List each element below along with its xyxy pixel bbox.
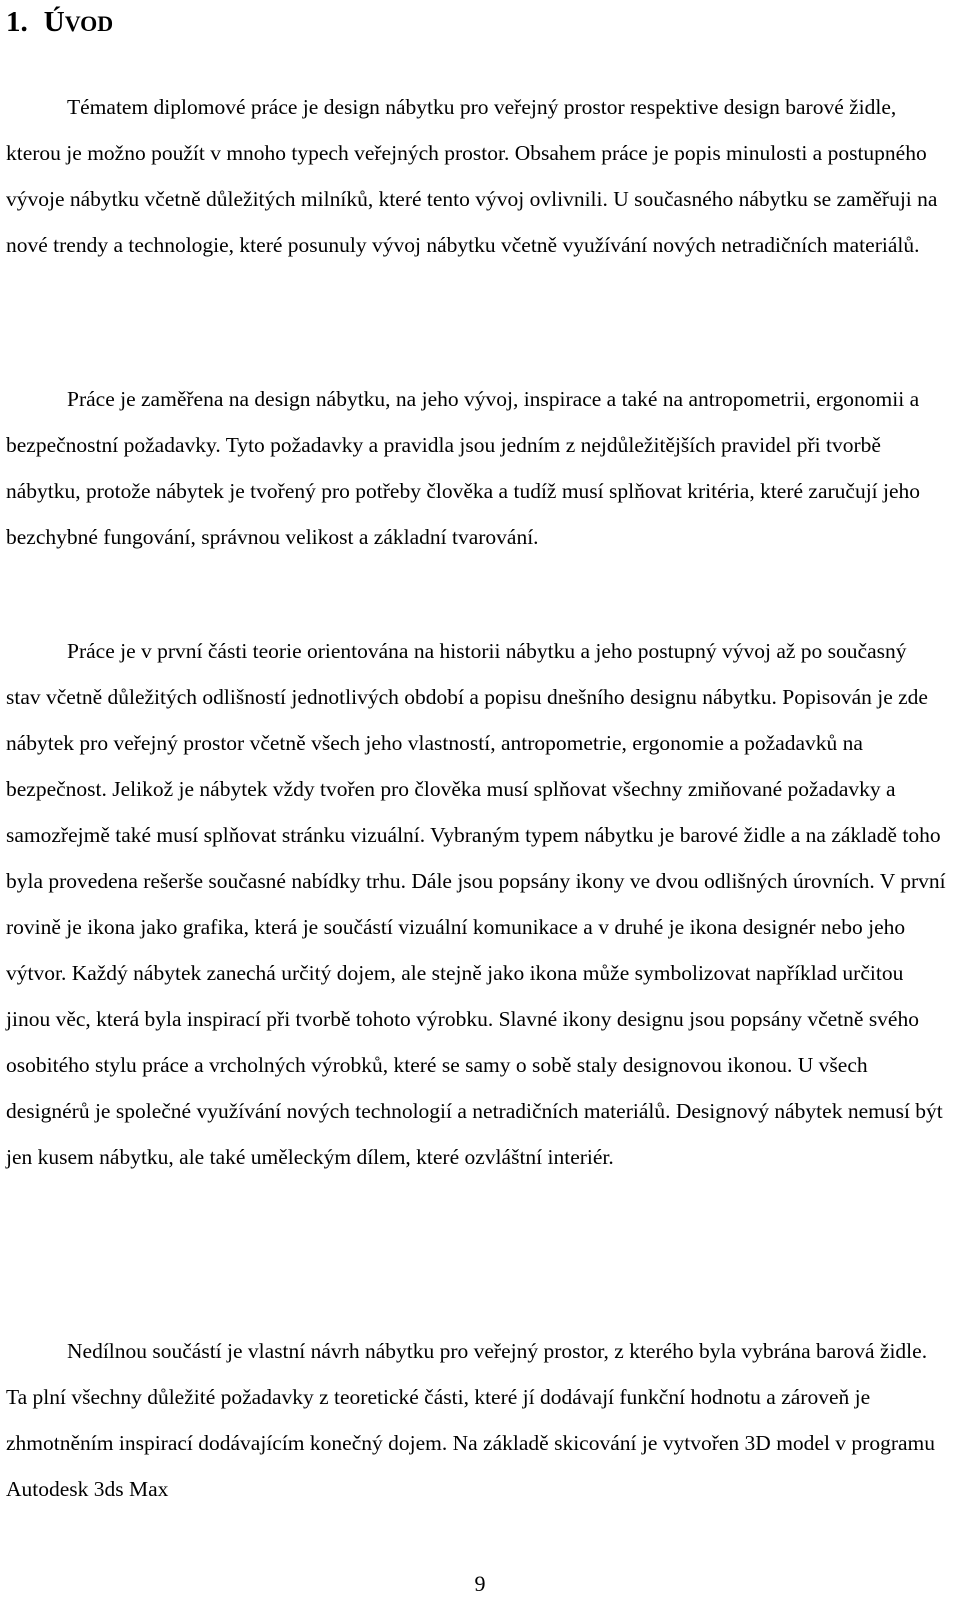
paragraph-text: Tématem diplomové práce je design nábytku pro veřejný prostor respektive design barové židle, kterou je možno použít v mnoho typech veřejných prostor. Obsahem práce je popis minulosti a postupného vývoje nábytku včetně důležitých milníků, které tento vývoj ovlivnili. U současného nábytku se zaměřuji na nové trendy a technologie, které posunuly vývoj nábytku včetně využívání nových netradičních materiálů. xyxy=(6,95,938,257)
chapter-title-rest: VOD xyxy=(64,11,114,36)
paragraph-1 xyxy=(6,84,946,268)
chapter-number: 1. xyxy=(6,6,28,38)
paragraph-text: Nedílnou součástí je vlastní návrh nábytku pro veřejný prostor, z kterého byla vybrána barová židle. Ta plní všechny důležité požadavky z teoretické části, které jí dodávají funkční hodnotu a zároveň je zhmotněním inspirací dodávajícím konečný dojem. Na základě skicování je vytvořen 3D model v programu Autodesk 3ds Max xyxy=(6,1339,936,1501)
paragraph-3 xyxy=(6,628,946,1180)
paragraph-text: Práce je v první části teorie orientována na historii nábytku a jeho postupný vývoj až po současný stav včetně důležitých odlišností jednotlivých období a popisu dnešního designu nábytku. Popisován je zde nábytek pro veřejný prostor včetně všech jeho vlastností, antropometrie, ergonomie a požadavků na bezpečnost. Jelikož je nábytek vždy tvořen pro člověka musí splňovat všechny zmiňované požadavky a samozřejmě také musí splňovat stránku vizuální. Vybraným typem nábytku je barové židle a na základě toho byla provedena rešerše současné nabídky trhu. Dále jsou popsány ikony ve dvou odlišných úrovních. V první rovině je ikona jako grafika, která je součástí vizuální komunikace a v druhé je ikona designér nebo jeho výtvor. Každý nábytek zanechá určitý dojem, ale stejně jako ikona může symbolizovat například určitou jinou věc, která byla inspirací při tvorbě tohoto výrobku. Slavné ikony designu jsou popsány včetně svého osobitého stylu práce a vrcholných výrobků, které se samy o sobě staly designovou ikonou. U všech designérů je společné využívání nových technologií a netradičních materiálů. Designový nábytek nemusí být jen kusem nábytku, ale také uměleckým dílem, které ozvláštní interiér. xyxy=(6,639,946,1169)
chapter-heading xyxy=(6,2,113,44)
chapter-title-initial: Ú xyxy=(43,6,65,38)
page-number: 9 xyxy=(474,1571,486,1596)
paragraph-text: Práce je zaměřena na design nábytku, na jeho vývoj, inspirace a také na antropometrii, ergonomii a bezpečnostní požadavky. Tyto požadavky a pravidla jsou jedním z nejdůležitějších pravidel při tvorbě nábytku, protože nábytek je tvořený pro potřeby člověka a tudíž musí splňovat kritéria, které zaručují jeho bezchybné fungování, správnou velikost a základní tvarování. xyxy=(6,387,921,549)
paragraph-2 xyxy=(6,376,946,560)
paragraph-4 xyxy=(6,1328,946,1512)
